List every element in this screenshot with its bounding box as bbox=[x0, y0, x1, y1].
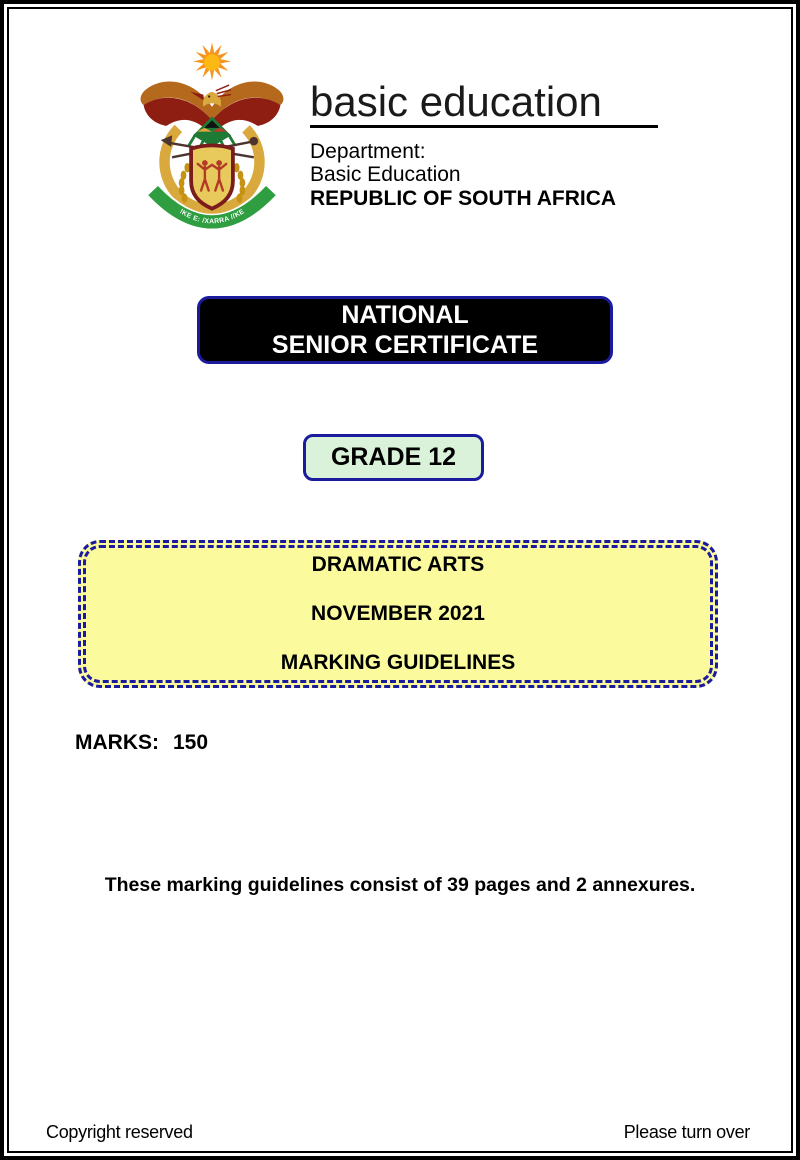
exam-subject: DRAMATIC ARTS bbox=[311, 553, 485, 576]
country-name: REPUBLIC OF SOUTH AFRICA bbox=[310, 187, 617, 210]
certificate-banner bbox=[197, 296, 613, 364]
exam-doc-type: MARKING GUIDELINES bbox=[280, 651, 516, 674]
marks-label: MARKS: bbox=[75, 731, 159, 754]
sun-icon bbox=[193, 42, 231, 80]
marks-line bbox=[75, 731, 208, 755]
pages-note: These marking guidelines consist of 39 pages and 2 annexures. bbox=[104, 874, 696, 896]
marks-value: 150 bbox=[173, 731, 209, 754]
shield-icon bbox=[191, 145, 233, 208]
header-brand-block bbox=[310, 80, 670, 211]
certificate-banner-line1: NATIONAL bbox=[341, 301, 469, 329]
grade-badge bbox=[303, 434, 484, 481]
coat-of-arms-icon bbox=[136, 36, 288, 232]
brand-underline bbox=[310, 125, 658, 128]
brand-name: basic education bbox=[310, 78, 602, 125]
footer-turn-over: Please turn over bbox=[623, 1122, 750, 1142]
exam-session: NOVEMBER 2021 bbox=[311, 602, 485, 625]
motto-text: !KE E: /XARRA //KE bbox=[178, 208, 246, 226]
department-line2: Basic Education bbox=[310, 163, 461, 186]
grade-label: GRADE 12 bbox=[330, 443, 457, 471]
certificate-banner-line2: SENIOR CERTIFICATE bbox=[271, 331, 539, 359]
department-line1: Department: bbox=[310, 140, 426, 163]
exam-info-box bbox=[78, 540, 718, 688]
footer-copyright: Copyright reserved bbox=[46, 1122, 193, 1142]
